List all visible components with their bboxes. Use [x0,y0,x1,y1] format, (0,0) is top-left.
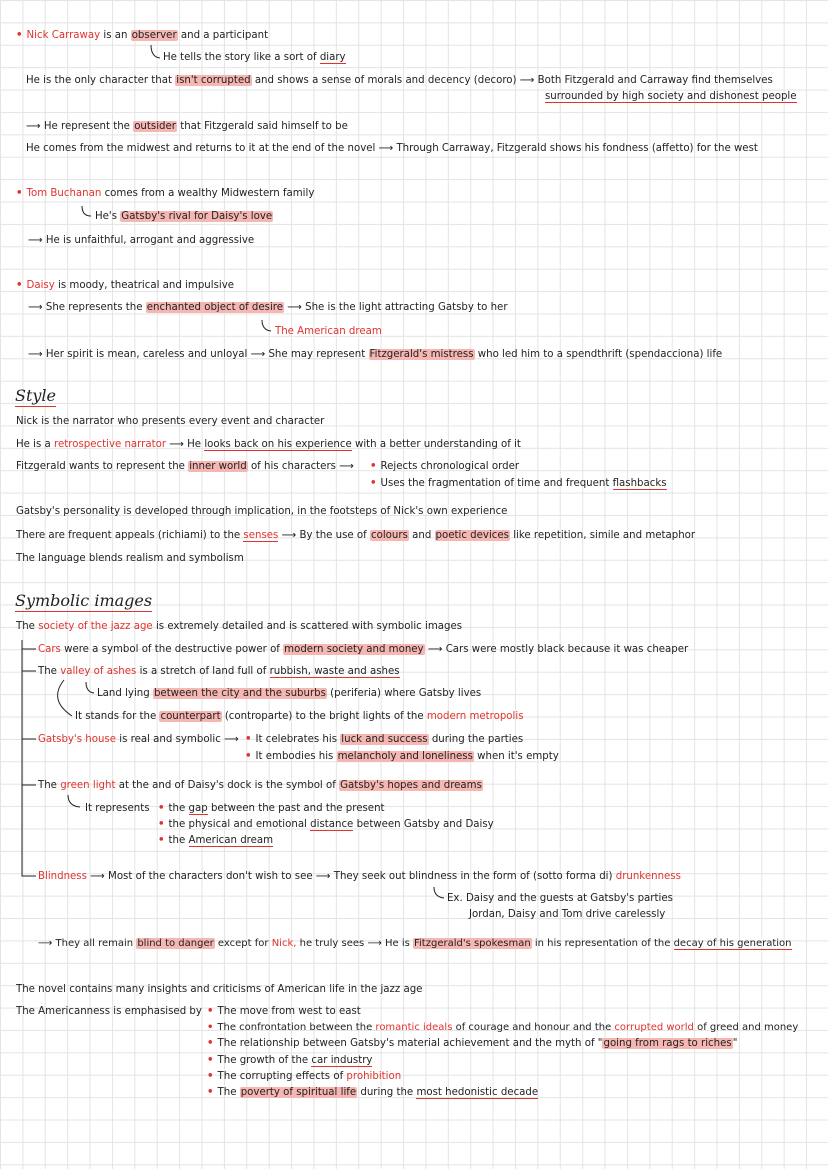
text: Her spirit is mean, careless and unloyal [45,349,248,360]
text: Rejects chronological order [380,461,520,472]
text: between Gatsby and Daisy [356,819,494,830]
text: He [187,439,202,450]
house-bullet-1 [245,733,523,746]
blindness-label: Blindness [38,871,87,882]
text: She may represent [268,349,366,360]
arrow-icon: ⟶ [281,530,297,541]
symbolic-valley [38,665,400,678]
observer-highlight: observer [131,30,177,41]
counterpart-highlight: counterpart [160,711,221,722]
text: comes from a wealthy Midwestern family [104,188,315,199]
arrow-icon: ⟶ [28,302,43,313]
diary-underline: diary [319,52,346,63]
symbolic-house [38,733,239,746]
nick-story [163,51,346,64]
style-line-3 [16,460,354,473]
symbolic-blindness [38,870,681,883]
gap-underline: gap [188,803,208,814]
text: The growth of the [217,1055,309,1066]
text: like repetition, simile and metaphor [513,530,696,541]
melancholy-highlight: melancholy and loneliness [337,751,473,762]
bullet: • [207,1087,214,1098]
romantic-ideals: romantic ideals [375,1022,453,1033]
text: Cars were mostly black because it was cheaper [445,644,689,655]
american-bullet-3 [207,1037,737,1050]
text: except for [217,938,269,949]
arrow-icon: ⟶ [378,143,394,154]
text: of greed and money [697,1022,799,1033]
poetic-devices-highlight: poetic devices [435,530,509,541]
bullet: • [207,1022,214,1033]
text: The corrupting effects of [217,1071,344,1082]
text: during the parties [431,734,524,745]
text: It stands for the [75,711,157,722]
nick-only [26,74,773,87]
text: The [38,780,57,791]
text: The relationship between Gatsby's material achievement and the myth of " [217,1038,603,1049]
text: between the past and the present [210,803,385,814]
arrow-icon: ⟶ [26,121,41,132]
text: and [412,530,432,541]
text: Through Carraway, Fitzgerald shows his fondness (affetto) for the west [396,143,758,154]
text: Land lying [97,688,150,699]
text: They seek out blindness in the form of (sotto forma di) [333,871,613,882]
text: The move from west to east [217,1006,361,1017]
text: It represents [85,803,150,814]
text: is moody, theatrical and impulsive [58,280,235,291]
text: He represent the [43,121,130,132]
symbolic-stands [75,710,524,723]
bullet: • [245,734,252,745]
style-heading: Style [15,386,57,405]
valley-of-ashes: valley of ashes [60,666,137,677]
american-bullet-6 [207,1086,538,1099]
arrow-icon: ⟶ [169,439,184,450]
cars-label: Cars [38,644,61,655]
nick-outsider [26,120,348,133]
text: By the use of [299,530,367,541]
arrow-icon: ⟶ [287,302,302,313]
arrow-icon: ⟶ [28,349,43,360]
green-light: green light [60,780,116,791]
symbolic-intro [16,620,462,633]
hedonistic-decade-underline: most hedonistic decade [416,1087,539,1098]
colours-highlight: colours [371,530,408,541]
arrow-icon: ⟶ [28,235,43,246]
jazz-age-society: society of the jazz age [38,621,153,632]
modern-metropolis: modern metropolis [426,711,524,722]
symbolic-heading: Symbolic images [15,591,153,610]
bullet: • [158,803,165,814]
arrow-icon: ⟶ [519,75,535,86]
text: with a better understanding of it [355,439,521,450]
bullet: • [207,1038,214,1049]
text: He is unfaithful, arrogant and aggressive [45,235,255,246]
corrupted-world: corrupted world [614,1022,694,1033]
tom-unfaithful [28,234,254,247]
style-bullet-1 [370,460,519,473]
bullet: • [16,30,23,41]
arrow-icon: ⟶ [427,644,443,655]
american-bullet-5 [207,1070,401,1083]
text: who led him to a spendthrift (spendacciona) life [477,349,723,360]
text: is a stretch of land full of [139,666,267,677]
arrow-icon: ⟶ [315,871,331,882]
american-dream-label: The American dream [275,326,382,337]
text: He is the only character that [26,75,172,86]
daisy-line [16,279,234,292]
rubbish-underline: rubbish, waste and ashes [269,666,400,677]
text: There are frequent appeals (richiami) to the [16,530,241,541]
retrospective-narrator: retrospective narrator [54,439,167,450]
car-industry-underline: car industry [311,1055,373,1066]
text: Most of the characters don't wish to see [108,871,313,882]
text: He is [384,938,410,949]
symbolic-cars [38,643,688,656]
inner-world-highlight: inner world [189,461,247,472]
text: when it's empty [477,751,559,762]
text: She is the light attracting Gatsby to her [305,302,508,313]
green-bullet-2 [158,818,494,831]
surrounded-underline: surrounded by high society and dishonest people [545,91,797,102]
style-bullet-2 [370,477,667,490]
outsider-highlight: outsider [134,121,176,132]
daisy-dream [275,325,382,338]
senses-label: senses [243,530,279,541]
modern-society-highlight: modern society and money [284,644,424,655]
nick-label: Nick, [271,938,297,949]
bullet: • [245,751,252,762]
bullet: • [370,478,377,489]
rival-highlight: Gatsby's rival for Daisy's love [121,211,273,222]
symbolic-land [97,687,481,700]
american-bullet-1 [207,1005,361,1018]
example-2: Jordan, Daisy and Tom drive carelessly [469,909,666,920]
american-bullet-2 [207,1021,798,1034]
nick-midwest [26,142,758,155]
daisy-spirit [28,348,722,361]
bullet: • [158,819,165,830]
text: The [38,666,57,677]
americanness-lead: The Americanness is emphasised by [16,1006,202,1017]
hopes-dreams-highlight: Gatsby's hopes and dreams [340,780,482,791]
tom-rival [95,210,273,223]
text: the [168,835,186,846]
bullet: • [370,461,377,472]
text: He tells the story like a sort of [163,52,317,63]
flashbacks-underline: flashbacks [612,478,667,489]
american-bullet-4 [207,1054,372,1067]
text: She represents the [45,302,143,313]
daisy-name: Daisy [26,280,55,291]
text: the physical and emotional [168,819,307,830]
text: of his characters [250,461,336,472]
green-bullet-3 [158,834,273,847]
text: (periferia) where Gatsby lives [330,688,482,699]
tom-name: Tom Buchanan [26,188,102,199]
text: is real and symbolic [119,734,221,745]
style-line-2 [16,438,521,451]
luck-success-highlight: luck and success [341,734,428,745]
nick-name: Nick Carraway [26,30,101,41]
daisy-represents [28,301,508,314]
text: It celebrates his [255,734,338,745]
text: (controparte) to the bright lights of the [224,711,424,722]
text: He is a [16,439,51,450]
style-line-6: The language blends realism and symbolism [16,553,244,564]
text: in his representation of the [534,938,671,949]
arrow-icon: ⟶ [224,734,239,745]
american-dream-underline: American dream [188,835,274,846]
arrow-icon: ⟶ [38,938,53,949]
distance-underline: distance [310,819,354,830]
text: He comes from the midwest and returns to it at the end of the novel [26,143,376,154]
text: that Fitzgerald said himself to be [180,121,348,132]
bullet: • [158,835,165,846]
arrow-icon: ⟶ [90,871,105,882]
example-1: Ex. Daisy and the guests at Gatsby's parties [447,893,673,904]
text: " [732,1038,738,1049]
nick-line [16,29,268,42]
text: he truly sees [299,938,365,949]
drunkenness: drunkenness [615,871,681,882]
arrow-icon: ⟶ [367,938,382,949]
text: Both Fitzgerald and Carraway find themselves [537,75,773,86]
style-line-1: Nick is the narrator who presents every event and character [16,416,325,427]
bullet: • [207,1006,214,1017]
text: He's [95,211,118,222]
green-bullet-1 [158,802,385,815]
text: The [217,1087,237,1098]
bullet: • [207,1055,214,1066]
spiritual-poverty-highlight: poverty of spiritual life [240,1087,357,1098]
arrow-icon: ⟶ [339,461,354,472]
text: It embodies his [255,751,334,762]
symbolic-remain [38,937,792,950]
text: Fitzgerald wants to represent the [16,461,185,472]
prohibition: prohibition [346,1071,402,1082]
nick-surrounded [545,90,797,103]
city-suburbs-highlight: between the city and the suburbs [153,688,326,699]
style-line-5 [16,529,695,542]
blind-danger-highlight: blind to danger [137,938,214,949]
mistress-highlight: Fitzgerald's mistress [369,349,474,360]
bullet: • [16,280,23,291]
spokesman-highlight: Fitzgerald's spokesman [414,938,531,949]
text: is extremely detailed and is scattered with symbolic images [155,621,463,632]
text: They all remain [55,938,134,949]
bullet: • [16,188,23,199]
text: The [16,621,35,632]
desire-highlight: enchanted object of desire [146,302,284,313]
text: The confrontation between the [217,1022,373,1033]
text: of courage and honour and the [455,1022,612,1033]
house-bullet-2 [245,750,559,763]
american-line-1: The novel contains many insights and criticisms of American life in the jazz age [16,984,423,995]
symbolic-green-light [38,779,483,792]
text: were a symbol of the destructive power of [64,644,280,655]
not-corrupted-highlight: isn't corrupted [176,75,251,86]
style-line-4: Gatsby's personality is developed through implication, in the footsteps of Nick's own experience [16,506,508,517]
text: during the [360,1087,414,1098]
text: and shows a sense of morals and decency (decoro) [254,75,517,86]
text: at the and of Daisy's dock is the symbol of [118,780,336,791]
text: the [168,803,186,814]
decay-underline: decay of his generation [673,938,792,949]
green-represents [85,802,150,815]
rags-riches-highlight: going from rags to riches [603,1038,732,1049]
arrow-icon: ⟶ [250,349,266,360]
text: and a participant [180,30,269,41]
gatsbys-house: Gatsby's house [38,734,117,745]
tom-line [16,187,314,200]
text: is an [103,30,128,41]
looks-back-underline: looks back on his experience [204,439,352,450]
bullet: • [207,1071,214,1082]
text: Uses the fragmentation of time and frequent [380,478,610,489]
